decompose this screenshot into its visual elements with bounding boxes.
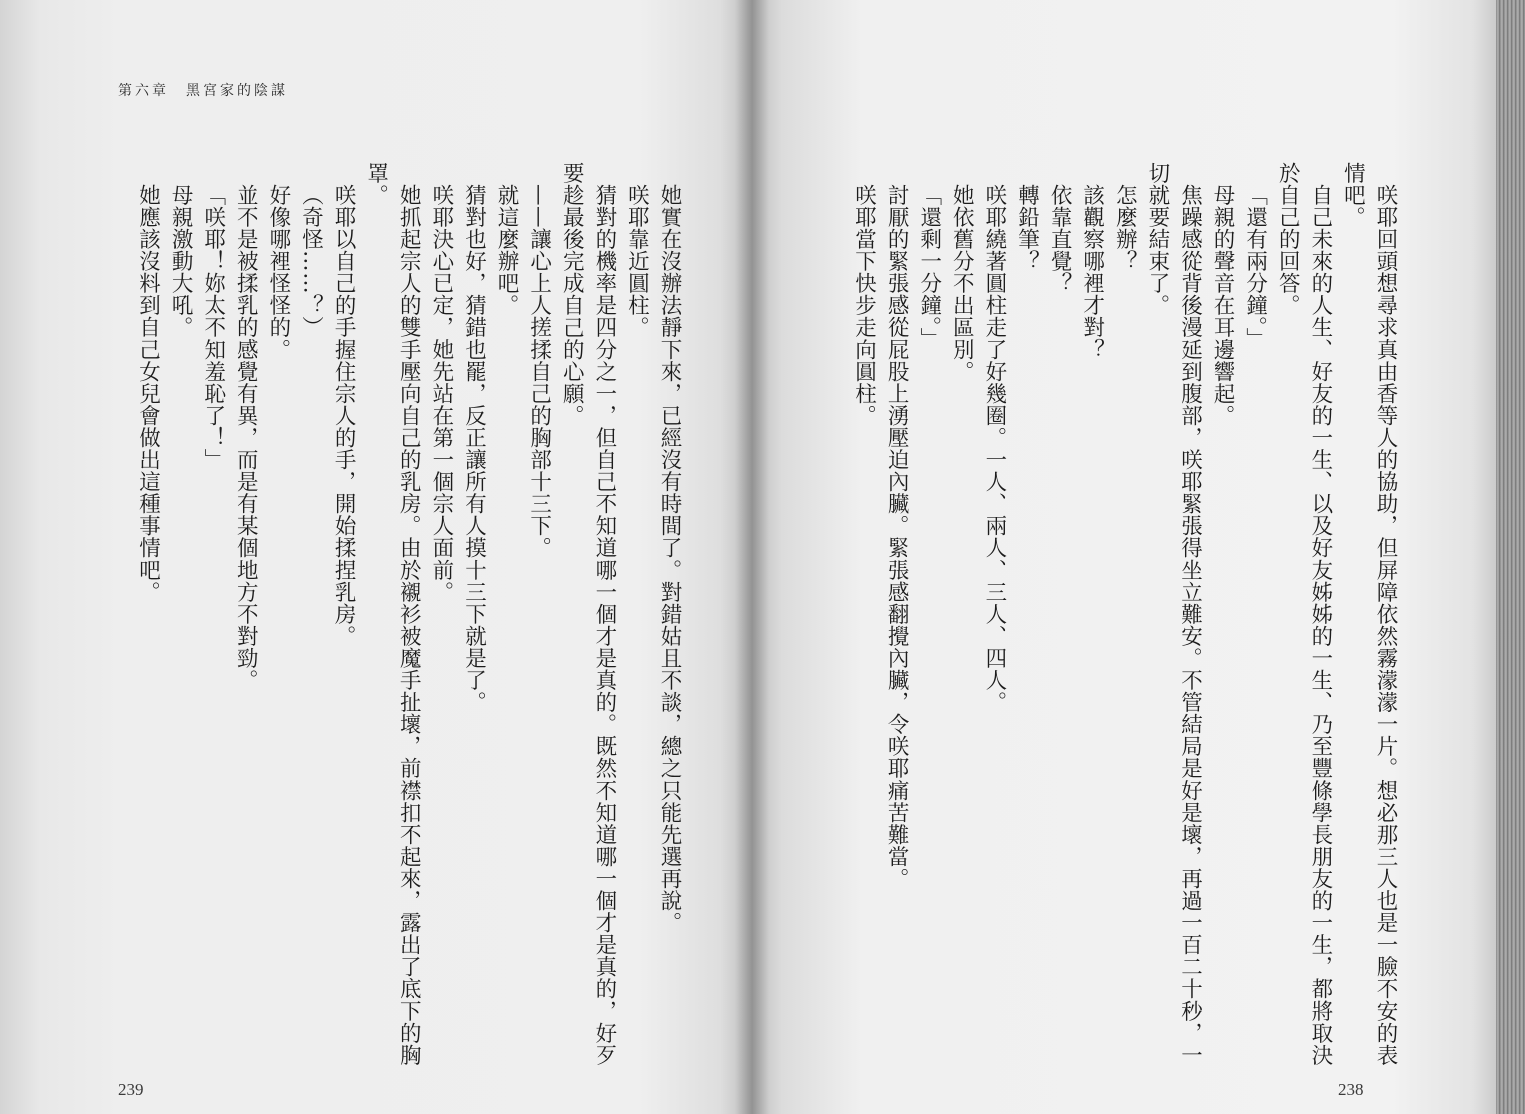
text-line: 焦躁感從背後漫延到腹部，咲耶緊張得坐立難安。不管結局是好是壞，再過一百二十秒，一 (1177, 183, 1203, 1066)
text-line: 罩。 (363, 162, 389, 207)
text-line: 「還有兩分鐘。」 (1242, 183, 1268, 350)
right-page (752, 0, 1500, 1114)
text-line: （奇怪……？） (298, 183, 324, 338)
text-line: 依靠直覺？ (1047, 183, 1073, 294)
text-line: 猜對也好，猜錯也罷，反正讓所有人摸十三下就是了。 (461, 183, 487, 713)
text-line: 「還剩一分鐘。」 (916, 183, 942, 350)
text-line: 母親激動大吼。 (168, 183, 194, 338)
text-line: 該觀察哪裡才對？ (1079, 183, 1105, 360)
text-line: 情吧。 (1340, 162, 1366, 229)
text-line: 咲耶以自己的手握住宗人的手，開始揉捏乳房。 (331, 183, 357, 647)
page-edges (1496, 0, 1525, 1114)
text-line: 猜對的機率是四分之一，但自己不知道哪一個才是真的。既然不知道哪一個才是真的，好歹 (591, 183, 617, 1066)
text-line: 討厭的緊張感從屁股上湧壓迫內臟。緊張感翻攪內臟，令咲耶痛苦難當。 (884, 183, 910, 890)
page-number-right: 238 (1338, 1080, 1364, 1099)
left-page (0, 0, 752, 1114)
right-page-body (844, 162, 1401, 1066)
text-line: 「咲耶！妳太不知羞恥了！」 (200, 183, 226, 471)
text-line: 就這麼辦吧。 (494, 183, 520, 316)
text-line: 她應該沒料到自己女兒會做出這種事情吧。 (135, 183, 161, 603)
text-line: 要趁最後完成自己的心願。 (559, 162, 585, 427)
text-line: 她實在沒辦法靜下來，已經沒有時間了。對錯姑且不談，總之只能先選再說。 (657, 183, 682, 934)
page-number-left: 239 (118, 1080, 144, 1099)
text-line: 轉鉛筆？ (1014, 183, 1040, 272)
text-line: 於自己的回答。 (1275, 162, 1301, 317)
text-line: 切就要結束了。 (1144, 162, 1170, 317)
running-head: 第六章 黑宮家的陰謀 (118, 83, 288, 99)
text-line: 咲耶回頭想尋求真由香等人的協助，但屏障依然霧濛濛一片。想必那三人也是一臉不安的表 (1373, 183, 1398, 1066)
text-line: 自己未來的人生、好友的一生、以及好友姊姊的一生、乃至豐條學長朋友的一生，都將取決 (1307, 183, 1333, 1066)
text-line: 她依舊分不出區別。 (949, 183, 975, 382)
text-line: ——讓心上人搓揉自己的胸部十三下。 (526, 183, 552, 559)
text-line: 母親的聲音在耳邊響起。 (1210, 183, 1236, 427)
text-line: 咲耶決心已定，她先站在第一個宗人面前。 (428, 183, 454, 603)
text-line: 咲耶繞著圓柱走了好幾圈。一人、兩人、三人、四人。 (981, 183, 1007, 713)
text-line: 咲耶靠近圓柱。 (624, 183, 650, 338)
text-line: 怎麼辦？ (1112, 183, 1138, 272)
text-line: 她抓起宗人的雙手壓向自己的乳房。由於襯衫被魔手扯壞，前襟扣不起來，露出了底下的胸 (396, 183, 422, 1066)
left-page-body (135, 162, 685, 1066)
text-line: 咲耶當下快步走向圓柱。 (851, 183, 877, 427)
book-gutter-shadow (735, 0, 769, 1114)
text-line: 並不是被揉乳的感覺有異，而是有某個地方不對勁。 (233, 183, 259, 691)
text-line: 好像哪裡怪怪的。 (265, 183, 291, 360)
